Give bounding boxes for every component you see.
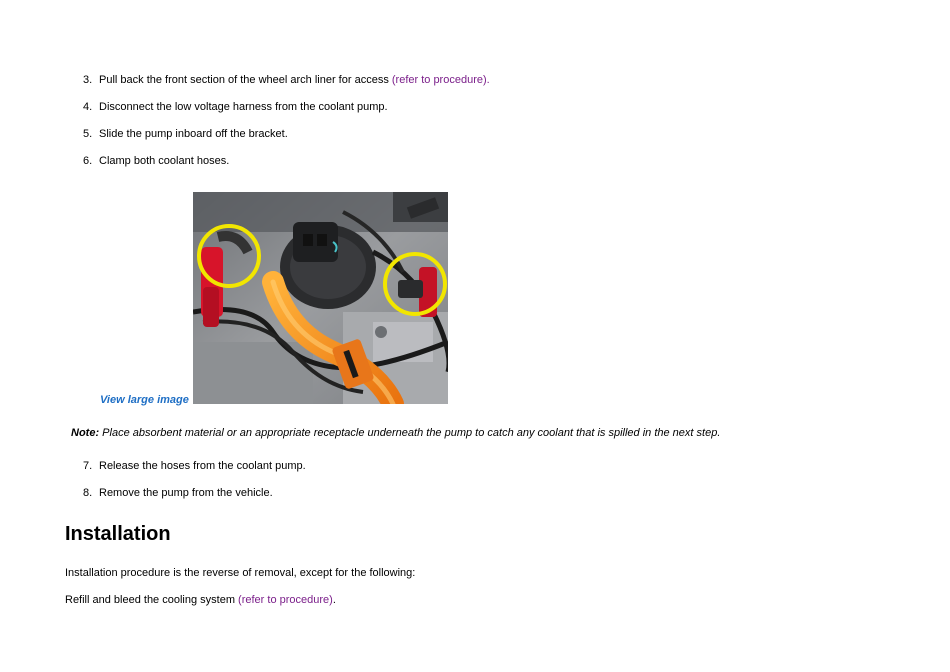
- refer-to-procedure-link[interactable]: (refer to procedure): [391, 74, 487, 86]
- step-number: 8.: [83, 487, 93, 499]
- step-3: [83, 74, 490, 87]
- step-number: 5.: [83, 128, 93, 140]
- step-text: Pull back the front section of the wheel arch liner for access: [99, 74, 392, 86]
- note-label: Note:: [71, 427, 100, 439]
- refill-paragraph: [65, 594, 336, 606]
- step-number: 3.: [83, 74, 93, 86]
- step-tail: .: [486, 74, 490, 86]
- installation-paragraph: Installation procedure is the reverse of removal, except for the following:: [65, 567, 416, 579]
- step-5: [83, 128, 288, 141]
- step-7: [83, 460, 306, 473]
- step-number: 4.: [83, 101, 93, 113]
- step-text: Release the hoses from the coolant pump.: [99, 460, 306, 472]
- step-4: [83, 101, 388, 114]
- step-text: Clamp both coolant hoses.: [99, 155, 230, 167]
- refill-text: Refill and bleed the cooling system: [65, 594, 239, 606]
- step-number: 6.: [83, 155, 93, 167]
- step-6: [83, 155, 229, 168]
- view-large-image-link[interactable]: View large image: [100, 394, 189, 406]
- coolant-pump-illustration: [193, 192, 448, 404]
- refer-to-procedure-link[interactable]: (refer to procedure): [238, 594, 333, 606]
- note: [71, 427, 720, 439]
- refill-tail: .: [332, 594, 336, 606]
- step-number: 7.: [83, 460, 93, 472]
- installation-heading: Installation: [65, 523, 171, 545]
- step-text: Disconnect the low voltage harness from the coolant pump.: [99, 101, 388, 113]
- coolant-pump-photo[interactable]: [193, 192, 448, 404]
- step-text: Remove the pump from the vehicle.: [99, 487, 273, 499]
- note-text: Place absorbent material or an appropriate receptacle underneath the pump to catch any coolant that is spilled in the next step.: [99, 427, 721, 439]
- step-text: Slide the pump inboard off the bracket.: [99, 128, 288, 140]
- step-8: [83, 487, 273, 500]
